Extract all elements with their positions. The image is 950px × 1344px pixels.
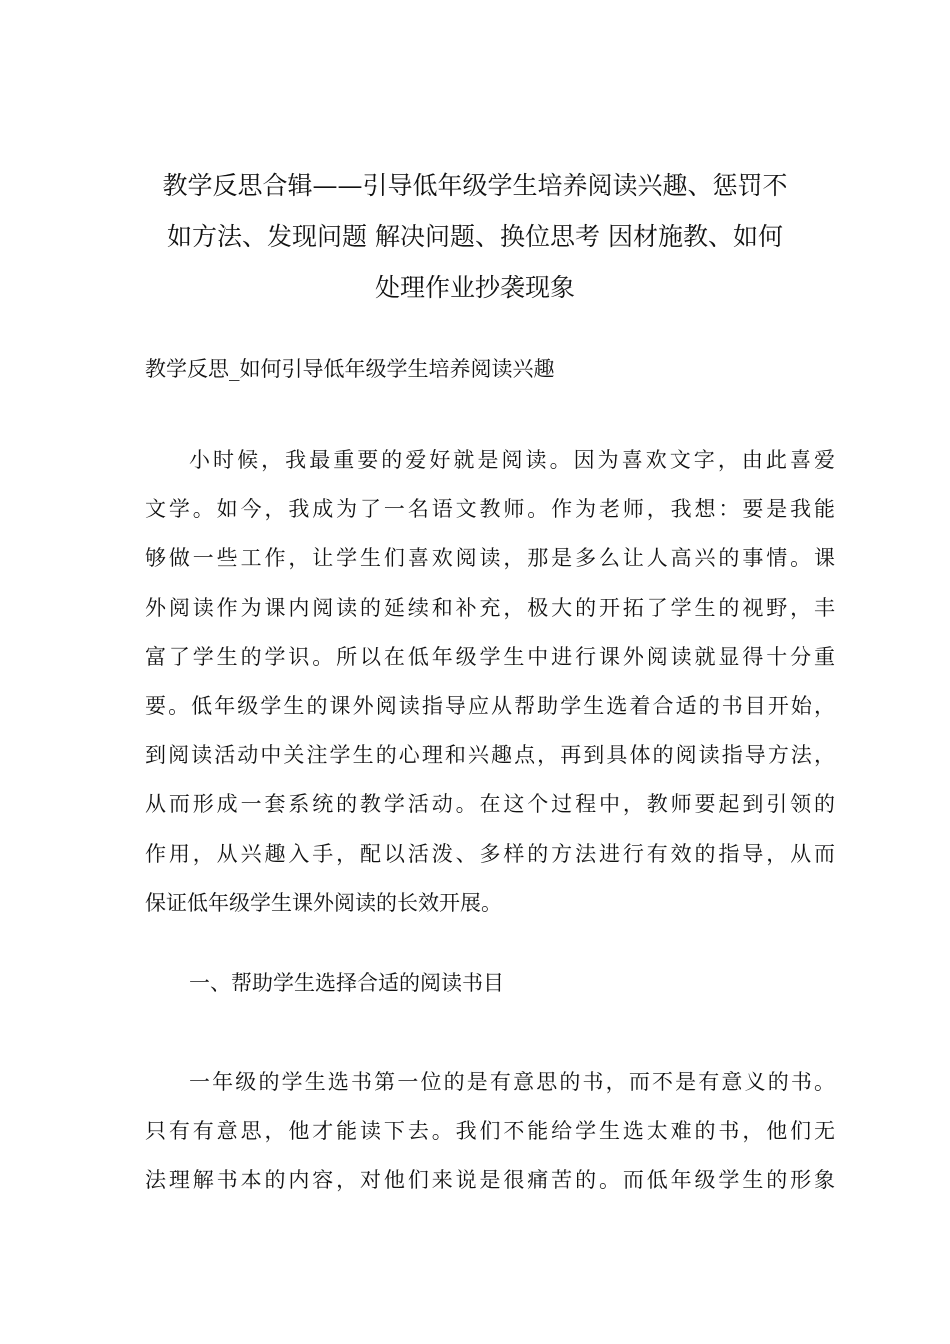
paragraph-line: 从而形成一套系统的教学活动。在这个过程中，教师要起到引领的 bbox=[145, 792, 835, 817]
section-heading: 一、帮助学生选择合适的阅读书目 bbox=[189, 971, 504, 995]
document-title bbox=[130, 160, 820, 313]
paragraph-line: 到阅读活动中关注学生的心理和兴趣点，再到具体的阅读指导方法， bbox=[145, 743, 835, 768]
paragraph-line: 法理解书本的内容，对他们来说是很痛苦的。而低年级学生的形象 bbox=[145, 1168, 835, 1193]
paragraph-line: 富了学生的学识。所以在低年级学生中进行课外阅读就显得十分重 bbox=[145, 644, 835, 669]
paragraph-line: 一年级的学生选书第一位的是有意思的书，而不是有意义的书。 bbox=[189, 1070, 835, 1094]
title-line: 处理作业抄袭现象 bbox=[374, 273, 575, 302]
paragraph-line: 作用，从兴趣入手，配以活泼、多样的方法进行有效的指导，从而 bbox=[145, 841, 835, 866]
paragraph-2 bbox=[145, 1058, 835, 1206]
paragraph-line: 小时候，我最重要的爱好就是阅读。因为喜欢文字，由此喜爱 bbox=[189, 448, 835, 472]
paragraph-line: 只有有意思，他才能读下去。我们不能给学生选太难的书，他们无 bbox=[145, 1119, 835, 1144]
paragraph-line: 够做一些工作，让学生们喜欢阅读，那是多么让人高兴的事情。课 bbox=[145, 546, 835, 571]
paragraph-line: 要。低年级学生的课外阅读指导应从帮助学生选着合适的书目开始， bbox=[145, 693, 835, 718]
paragraph-line: 外阅读作为课内阅读的延续和补充，极大的开拓了学生的视野，丰 bbox=[145, 595, 835, 620]
title-line: 教学反思合辑——引导低年级学生培养阅读兴趣、惩罚不 bbox=[162, 171, 788, 200]
article-subtitle: 教学反思_如何引导低年级学生培养阅读兴趣 bbox=[145, 357, 555, 381]
paragraph-line: 文学。如今，我成为了一名语文教师。作为老师，我想：要是我能 bbox=[145, 497, 835, 522]
title-line: 如方法、发现问题 解决问题、换位思考 因材施教、如何 bbox=[167, 222, 783, 251]
paragraph-1 bbox=[145, 436, 835, 928]
paragraph-line: 保证低年级学生课外阅读的长效开展。 bbox=[145, 890, 502, 915]
